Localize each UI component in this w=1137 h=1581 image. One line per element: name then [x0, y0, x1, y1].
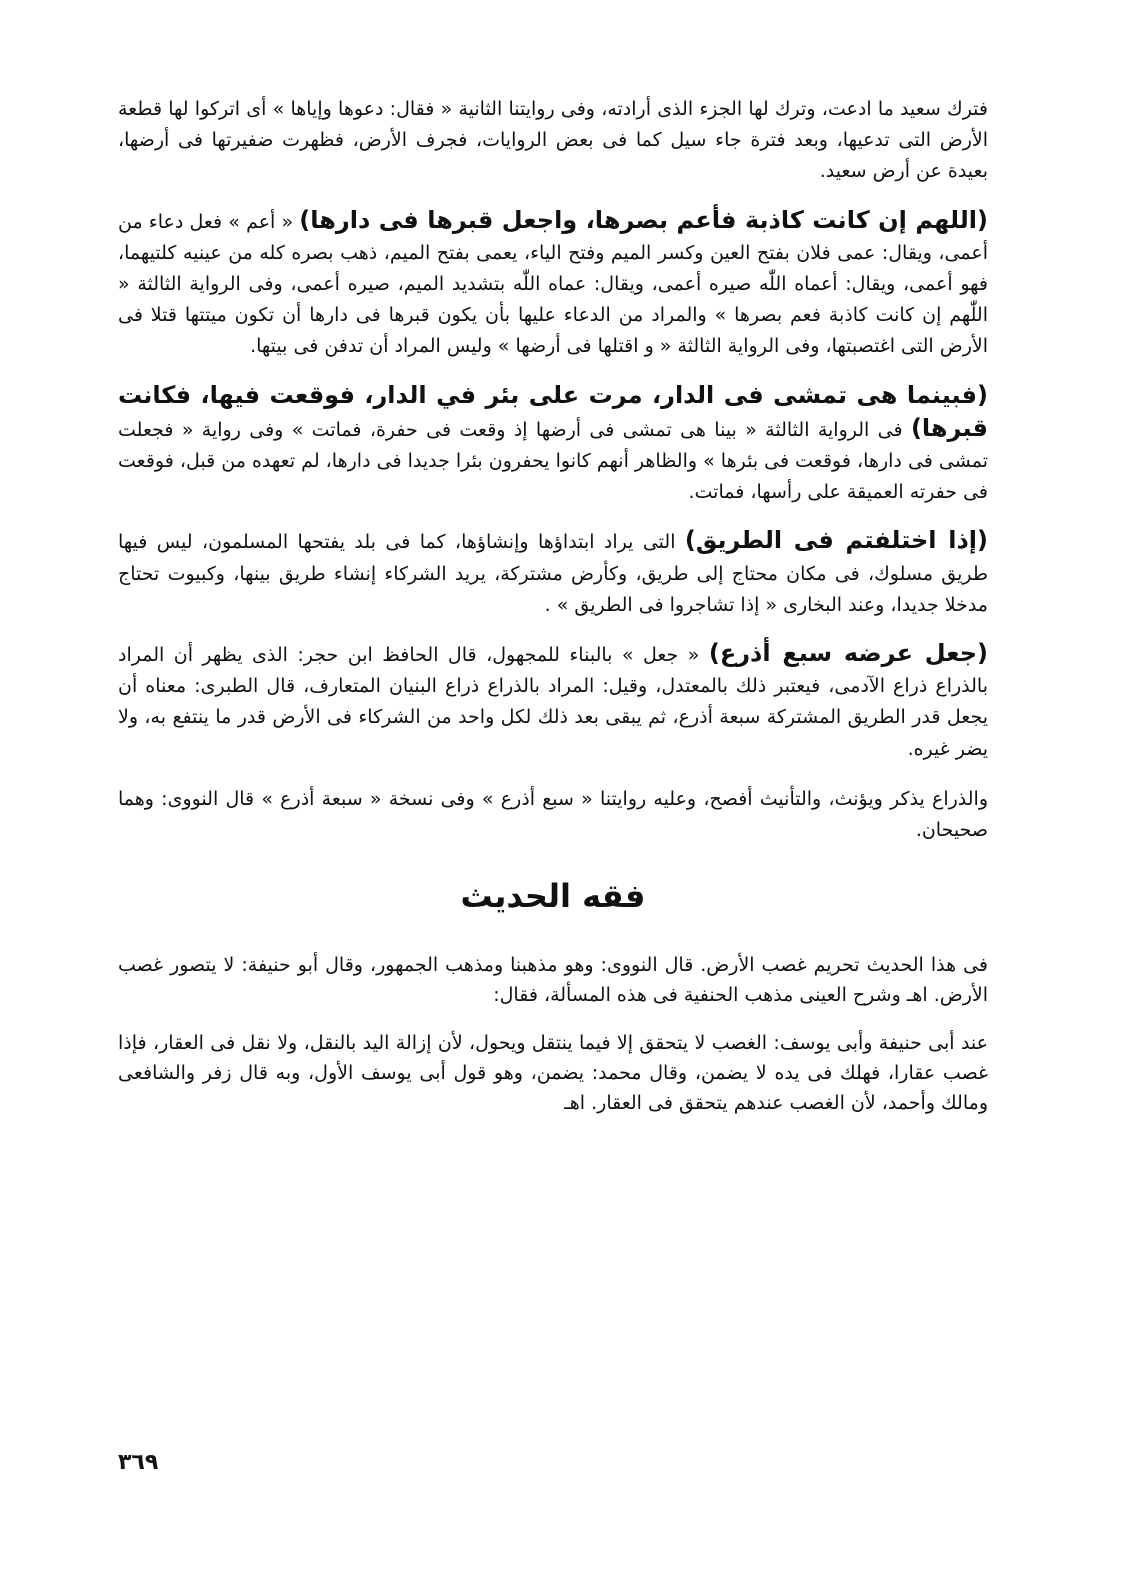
paragraph-4: [118, 525, 988, 621]
page-body: [118, 92, 988, 1135]
paragraph-2-lead: (اللهم إن كانت كاذبة فأعم بصرها، واجعل قبرها فى دارها): [299, 205, 989, 234]
fiqh-paragraph-2: عند أبى حنيفة وأبى يوسف: الغصب لا يتحقق إلا فيما ينتقل ويحول، لأن إزالة اليد بالنقل، ولا نقل فى العقار، فإذا غصب عقارا، فهلك فى يده لا يضمن، وقال محمد: يضمن، وهو قول أبى يوسف الأول، وبه قال زفر والشافعى ومالك وأحمد، لأن الغصب عندهم يتحقق فى العقار. اهـ: [118, 1031, 988, 1115]
paragraph-4-lead: (إذا اختلفتم فى الطريق): [684, 526, 988, 555]
paragraph-6: [118, 782, 988, 846]
paragraph-1-text: فترك سعيد ما ادعت، وترك لها الجزء الذى أرادته، وفى روايتنا الثانية « فقال: دعوها وإياها » أى اتركوا لها قطعة الأرض التى تدعيها، وبعد فترة جاء سيل كما فى بعض الروايات، فجرف الأرض، فظهرت ضفيرتها فى أرضها، بعيدة عن أرض سعيد.: [118, 98, 988, 183]
paragraph-3-text: فى الرواية الثالثة « بينا هى تمشى فى أرضها إذ وقعت فى حفرة، فماتت » وفى رواية « فجعلت تمشى فى دارها، فوقعت فى بئرها » والظاهر أنهم كانوا يحفرون بئرا جديدا فى دارها، لم تعهده من قبل، فوقعت فى حفرته العميقة على رأسها، فماتت.: [118, 418, 988, 504]
paragraph-4-text: التى يراد ابتداؤها وإنشاؤها، كما فى بلد يفتحها المسلمون، ليس فيها طريق مسلوك، فى مكان محتاج إلى طريق، وكأرض مشتركة، يريد الشركاء إنشاء طريق بينها، وكبيوت تحتاج مدخلا جديدا، وعند البخارى « إذا تشاجروا فى الطريق » .: [118, 531, 988, 616]
section-title: فقه الحديث: [460, 877, 646, 916]
paragraph-5-text: « جعل » بالبناء للمجهول، قال الحافظ ابن حجر: الذى يظهر أن المراد بالذراع ذراع الآدمى، فيعتبر ذلك بالمعتدل، وقيل: المراد بالذراع ذراع البنيان المتعارف، قال الطبرى: معناه أن يجعل قدر الطريق المشتركة سبعة أذرع، ثم يبقى بعد ذلك لكل واحد من الشركاء فى الأرض قدر ما ينتفع به، ولا يضر غيره.: [118, 644, 988, 760]
paragraph-2-text: « أعم » فعل دعاء من أعمى، ويقال: عمى فلان بفتح العين وكسر الميم وفتح الياء، يعمى بفتح الميم، ذهب بصره كله من عينيه كلتيهما، فهو أعمى، ويقال: أعماه اللّٰه صيره أعمى، ويقال: عماه اللّٰه بتشديد الميم، صيره أعمى، وفى الرواية الثالثة « اللّٰهم إن كانت كاذبة فعم بصرها » والمراد من الدعاء عليها بأن يكون قبرها فى دارها أن تكون ميتتها قتلا فى الأرض التى اغتصبتها، وفى الرواية الثالثة « و اقتلها فى أرضها » وليس المراد أن تدفن فى بيتها.: [118, 210, 988, 358]
fiqh-paragraph-1: فى هذا الحديث تحريم غصب الأرض. قال النووى: وهو مذهبنا ومذهب الجمهور، وقال أبو حنيفة: لا يتصور غصب الأرض. اهـ وشرح العينى مذهب الحنفية فى هذه المسألة، فقال:: [118, 954, 988, 1007]
paragraph-1: [118, 92, 988, 188]
page-number: ٣٦٩: [118, 1450, 159, 1475]
paragraph-3-lead: (فبينما هى تمشى فى الدار، مرت على بئر في الدار، فوقعت فيها، فكانت قبرها): [118, 380, 988, 442]
paragraph-6-text: والذراع يذكر ويؤنث، والتأنيث أفصح، وعليه روايتنا « سبع أذرع » وفى نسخة « سبعة أذرع » قال النووى: وهما صحيحان.: [118, 787, 988, 842]
paragraph-3: [118, 380, 988, 509]
paragraph-5: [118, 638, 988, 765]
paragraph-2: [118, 205, 988, 363]
paragraph-5-lead: (جعل عرضه سبع أذرع): [708, 639, 988, 668]
